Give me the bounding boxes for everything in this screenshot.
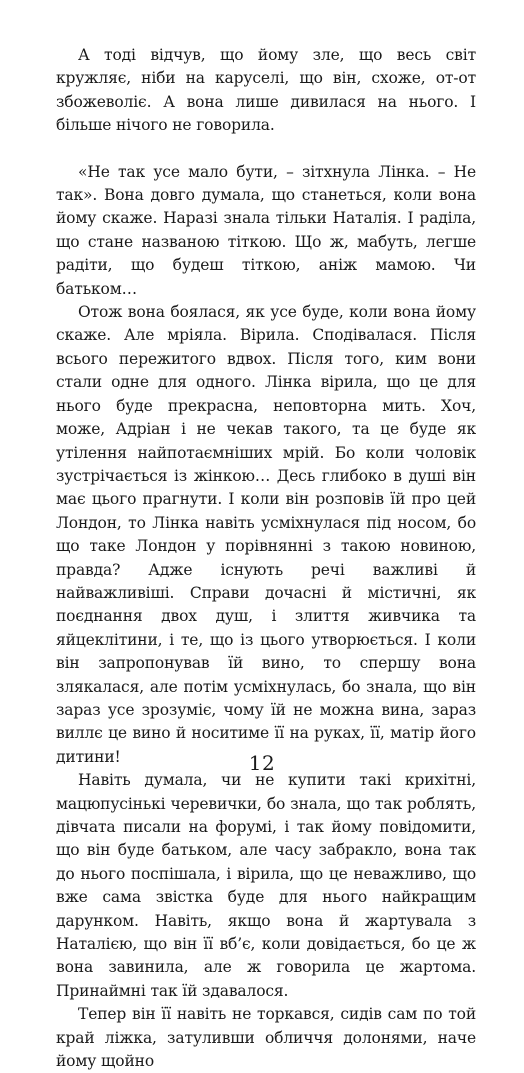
page-number: 12	[248, 751, 276, 775]
page-text	[56, 44, 476, 1073]
paragraph-2: «Не так усе мало бути, – зітхнула Лінка. – Не так». Вона довго думала, що станеться, коли вона йому скаже. Наразі знала тільки Наталія. І раділа, що стане названою тіткою. Що ж, мабуть, легше радіти, що будеш тіткою, аніж мамою. Чи батьком…	[56, 162, 476, 298]
paragraph-5: Тепер він її навіть не торкався, сидів сам по той край ліжка, затуливши обличчя долонями, наче йому щойно	[56, 1005, 476, 1071]
paragraph-3: Отож вона боялася, як усе буде, коли вона йому скаже. Але мріяла. Вірила. Сподівалася. Після всього пережитого вдвох. Після того, ким вони стали одне для одного. Лінка вірила, що це для нього буде прекрасна, неповторна мить. Хоч, може, Адріан і не чекав такого, та це буде як утілення найпотаємніших мрій. Бо коли чоловік зустрічається із жінкою… Десь глибоко в душі він має цього прагнути. І коли він розповів їй про цей Лондон, то Лінка навіть усміхнулася під носом, бо що таке Лондон у порівнянні з такою новиною, правда? Адже існують речі важливі й найважливіші. Справи дочасні й містичні, як поєднання двох душ, і злиття живчика та яйцеклітини, і те, що із цього утворюється. І коли він запропонував їй вино, то спершу вона злякалася, але потім усміхнулась, бо знала, що він зараз усе зрозуміє, чому їй не можна вина, зараз виллє це вино й носитиме її на руках, її, матір його дитини!	[56, 303, 476, 766]
paragraph-4: Навіть думала, чи не купити такі крихітні, мацюпусінькі черевички, бо знала, що так роблять, дівчата писали на форумі, і так йому повідомити, що він буде батьком, але часу забракло, вона так до нього поспішала, і вірила, що це неважливо, що вже сама звістка буде для нього найкращим дарунком. Навіть, якщо вона й жартувала з Наталією, що він її вб’є, коли довідається, бо це ж вона завинила, але ж говорила це жартома. Принаймні так їй здавалося.	[56, 771, 476, 1000]
paragraph-1: А тоді відчув, що йому зле, що весь світ кружляє, ніби на каруселі, що він, схоже, от-от збожеволіє. А вона лише дивилася на нього. І більше нічого не говорила.	[56, 46, 476, 135]
